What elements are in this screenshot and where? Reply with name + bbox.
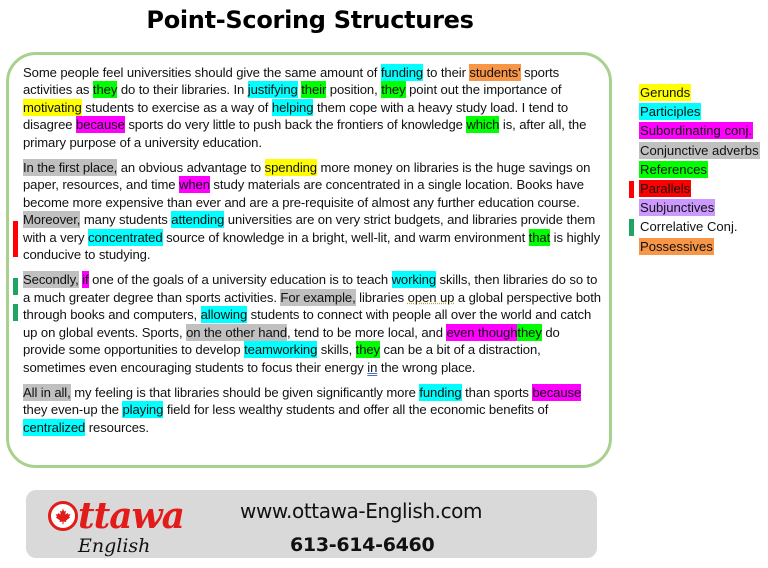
subordinating-conj-highlight: even though (446, 324, 518, 340)
legend (639, 83, 760, 256)
participle-highlight: attending (171, 212, 225, 228)
legend-parallel-marker (629, 181, 634, 198)
legend-conjunctive-adverbs: Conjunctive adverbs (640, 142, 759, 158)
subordinating-conj-highlight: because (75, 117, 125, 133)
paragraph-4: All in all, my feeling is that libraries should be given significantly more funding than sports because they even-up the playing field for less wealthy students and offer all the economic benefits of centralized resources. (23, 384, 582, 435)
legend-possessives: Possessives (640, 238, 713, 254)
conjunctive-adverb-highlight: For example, (280, 289, 356, 305)
conjunctive-adverb-highlight: In the first place, (23, 160, 118, 176)
conjunctive-adverb-highlight: Secondly, (23, 272, 79, 288)
page-title: Point-Scoring Structures (146, 6, 474, 34)
paragraph-3: Secondly, if one of the goals of a university education is to teach working skills, then libraries do so to a much greater degree than sports activities. For example, libraries open up a global perspective both through books and computers, allowing students to connect with people all over the world and catch up on global events. Sports, on the other hand, tend to be more local, and even thoughthey do provide some opportunities to develop teamworking skills, they can be a bit of a distraction, sometimes even encouraging students to focus their energy in the wrong place. (23, 272, 601, 375)
correlative-marker-2 (13, 304, 18, 321)
paragraph-1: Some people feel universities should give the same amount of funding to their students' sports activities as they do to their libraries. In justifying their position, they point out the importance of motivating students to exercise as a way of helping them cope with a heavy study load. I tend to disagree because sports do very little to push back the frontiers of knowledge which is, after all, the primary purpose of a university education. (23, 65, 587, 150)
legend-correlative-conj: Correlative Conj. (640, 219, 738, 235)
grammar-underline: open up (407, 289, 455, 305)
reference-highlight: their (301, 82, 327, 98)
subordinating-conj-highlight: if (82, 272, 89, 288)
reference-highlight: they (381, 82, 406, 98)
reference-highlight: they (92, 82, 118, 98)
possessive-highlight: students' (469, 65, 521, 80)
website-url[interactable]: www.ottawa-English.com (240, 499, 483, 523)
participle-highlight: justifying (247, 82, 298, 98)
essay-text (23, 64, 603, 444)
legend-correlative-marker (629, 219, 634, 236)
spelling-underline: in (367, 359, 378, 375)
reference-highlight: that (528, 229, 551, 245)
participle-highlight: working (391, 272, 436, 288)
ottawa-english-logo (44, 496, 224, 560)
legend-participles: Participles (640, 104, 701, 120)
participle-highlight: centralized (23, 419, 86, 435)
participle-highlight: concentrated (88, 229, 163, 245)
correlative-marker-1 (13, 278, 18, 295)
logo-subtitle: English (78, 535, 151, 557)
conjunctive-adverb-highlight: All in all, (23, 384, 71, 400)
participle-highlight: playing (122, 402, 164, 418)
participle-highlight: allowing (200, 307, 248, 323)
legend-parallels: Parallels (640, 180, 691, 196)
gerund-highlight: spending (264, 160, 317, 176)
subordinating-conj-highlight: because (532, 384, 582, 400)
phone-number: 613-614-6460 (290, 534, 435, 556)
participle-highlight: teamworking (244, 342, 318, 358)
parallel-marker (13, 221, 18, 257)
participle-highlight: funding (380, 65, 424, 80)
legend-subjunctives: Subjunctives (640, 200, 715, 216)
paragraph-2: In the first place, an obvious advantage to spending more money on libraries is the huge savings on paper, resources, and time when study materials are concentrated in a single location. Books have become more expensive than ever and are a pre-requisite of almost any further education course. Moreover, many students attending universities are on very strict budgets, and libraries provide them with a very concentrated source of knowledge in a bright, well-lit, and warm environment that is highly conducive to studying. (23, 160, 601, 263)
legend-subordinating-conj: Subordinating conj. (640, 123, 753, 139)
reference-highlight: they (517, 324, 542, 340)
subordinating-conj-highlight: when (178, 177, 210, 193)
gerund-highlight: motivating (23, 99, 82, 115)
participle-highlight: funding (419, 384, 462, 400)
legend-gerunds: Gerunds (640, 85, 691, 100)
legend-references: References (640, 161, 707, 177)
reference-highlight: which (466, 117, 500, 133)
logo-wordmark: ttawa (78, 495, 184, 537)
conjunctive-adverb-highlight: on the other hand (186, 324, 288, 340)
participle-highlight: helping (271, 99, 314, 115)
conjunctive-adverb-highlight: Moreover, (23, 212, 81, 228)
reference-highlight: they (355, 342, 381, 358)
maple-leaf-icon (48, 501, 78, 531)
